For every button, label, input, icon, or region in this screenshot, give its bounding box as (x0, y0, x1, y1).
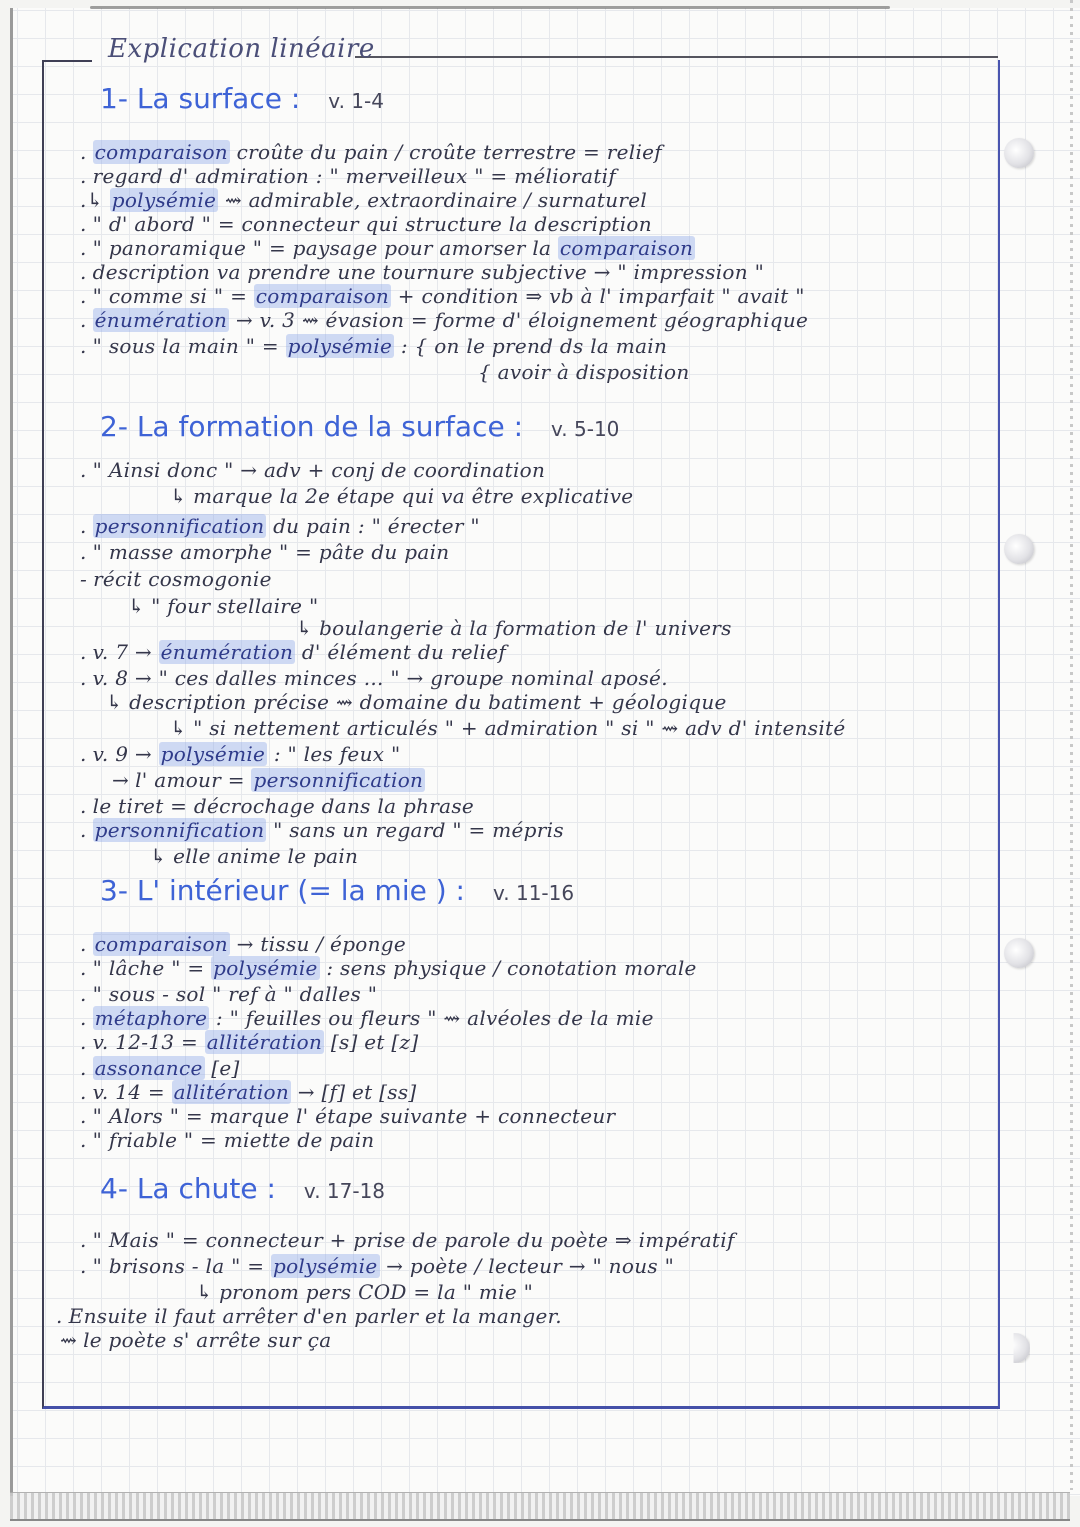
note-text: " comme si " = (92, 284, 254, 308)
note-line (80, 1080, 416, 1104)
bullet-marker: . (80, 1254, 87, 1278)
note-line (80, 236, 695, 260)
note-text: v. 9 → (92, 742, 159, 766)
note-line (80, 308, 808, 332)
note-text: du pain : " érecter " (266, 514, 480, 538)
note-text: v. 7 → (92, 640, 159, 664)
section-heading-text: 2- La formation de la surface : (100, 410, 524, 443)
frame-top-right-line (355, 56, 998, 58)
verse-range: v. 5-10 (551, 417, 620, 441)
note-text: : " feuilles ou fleurs " ⇝ alvéoles de la mie (209, 1006, 654, 1030)
bullet-marker: . (80, 458, 87, 482)
note-line (170, 716, 846, 740)
note-line (60, 1328, 331, 1352)
bullet-marker: . (80, 334, 87, 358)
bullet-marker: . (80, 982, 87, 1006)
note-text: : " les feux " (267, 742, 401, 766)
note-text: " Mais " = connecteur + prise de parole du poète ⇒ impératif (92, 1228, 735, 1252)
verse-range: v. 17-18 (303, 1179, 386, 1203)
page-top-edge (90, 6, 890, 9)
note-text: boulangerie à la formation de l' univers (319, 616, 732, 640)
bullet-marker: - (80, 567, 88, 591)
punch-hole (1004, 938, 1034, 968)
note-line (80, 260, 764, 284)
note-text: le poète s' arrête sur ça (83, 1328, 332, 1352)
note-text: → [f] et [ss] (291, 1080, 417, 1104)
note-line (80, 956, 697, 980)
note-line (80, 1056, 240, 1080)
note-text: " sans un regard " = mépris (266, 818, 564, 842)
bullet-marker: ↳ (296, 616, 314, 640)
note-text: v. 14 = (92, 1080, 172, 1104)
note-line (478, 360, 690, 384)
bullet-marker: . (80, 540, 87, 564)
note-text: → tissu / éponge (229, 932, 407, 956)
section-heading-text: 1- La surface : (100, 82, 301, 115)
bullet-marker: . (80, 1128, 87, 1152)
bullet-marker: . (80, 794, 87, 818)
bullet-marker: . (80, 284, 87, 308)
bullet-marker: . (80, 260, 87, 284)
note-text: v. 12-13 = (92, 1030, 205, 1054)
plastic-sleeve-edge (10, 1492, 1070, 1521)
note-line (80, 1104, 615, 1128)
note-line (80, 1228, 735, 1252)
note-text: d' élément du relief (295, 640, 507, 664)
highlighted-term: allitération (173, 1080, 290, 1104)
note-line (80, 794, 474, 818)
note-text: " lâche " = (92, 956, 212, 980)
note-line (80, 540, 449, 564)
note-text: " panoramique " = paysage pour amorser la (92, 236, 558, 260)
note-line (80, 1128, 374, 1152)
note-line (80, 1006, 654, 1030)
note-text: ⇝ admirable, extraordinaire / surnaturel (218, 188, 648, 212)
bullet-marker: . (80, 742, 87, 766)
note-text: → poète / lecteur → " nous " (379, 1254, 675, 1278)
highlighted-term: personnification (253, 768, 424, 792)
note-text: " Ainsi donc " → adv + conj de coordination (92, 458, 546, 482)
bullet-marker: . (80, 212, 87, 236)
bullet-marker: . (80, 666, 87, 690)
highlighted-term: polysémie (213, 956, 318, 980)
verse-range: v. 1-4 (328, 89, 384, 113)
note-text: " Alors " = marque l' étape suivante + connecteur (92, 1104, 616, 1128)
highlighted-term: polysémie (160, 742, 266, 766)
note-line (80, 212, 652, 236)
highlighted-term: allitération (206, 1030, 323, 1054)
note-line (80, 818, 564, 842)
punch-hole (1004, 534, 1034, 564)
highlighted-term: comparaison (559, 236, 694, 260)
note-text: marque la 2e étape qui va être explicative (193, 484, 634, 508)
note-line (196, 1280, 533, 1304)
bullet-marker: ↳ (170, 716, 188, 740)
note-text: " sous - sol " ref à " dalles " (92, 982, 378, 1006)
note-line (80, 1030, 418, 1054)
note-line (80, 982, 377, 1006)
section-heading-text: 3- L' intérieur (= la mie ) : (100, 874, 465, 907)
note-text: [s] et [z] (324, 1030, 419, 1054)
page-edge (1070, 0, 1073, 1490)
highlighted-term: polysémie (287, 334, 393, 358)
note-text: " masse amorphe " = pâte du pain (92, 540, 450, 564)
note-text: elle anime le pain (173, 844, 359, 868)
note-text: : { on le prend ds la main (394, 334, 668, 358)
bullet-marker: ↳ (150, 844, 168, 868)
note-line (80, 742, 401, 766)
highlighted-term: comparaison (255, 284, 390, 308)
section-heading-text: 4- La chute : (100, 1172, 276, 1205)
highlighted-term: personnification (94, 818, 265, 842)
note-text: : sens physique / conotation morale (319, 956, 697, 980)
note-text: " si nettement articulés " + admiration " si " ⇝ adv d' intensité (193, 716, 846, 740)
bullet-marker: . (80, 514, 87, 538)
bullet-marker: . (80, 640, 87, 664)
note-line (170, 484, 633, 508)
bullet-marker: .↳ (80, 188, 104, 212)
note-line (80, 458, 545, 482)
verse-range: v. 11-16 (492, 881, 575, 905)
bullet-marker: . (80, 1006, 87, 1030)
bullet-marker: . (80, 164, 87, 188)
note-text: croûte du pain / croûte terrestre = relief (229, 140, 662, 164)
bullet-marker: . (80, 1228, 87, 1252)
note-text: v. 8 → " ces dalles minces ... " → groupe nominal aposé. (92, 666, 668, 690)
section-heading (100, 410, 619, 443)
bullet-marker: . (80, 956, 87, 980)
note-line (128, 594, 318, 618)
note-text: → v. 3 ⇝ évasion = forme d' éloignement géographique (229, 308, 809, 332)
note-text: regard d' admiration : " merveilleux " = mélioratif (92, 164, 617, 188)
bullet-marker: . (80, 308, 87, 332)
note-text: le tiret = décrochage dans la phrase (92, 794, 475, 818)
note-line (296, 616, 732, 640)
page-title (108, 34, 375, 64)
note-line (80, 140, 662, 164)
highlighted-term: assonance (94, 1056, 203, 1080)
highlighted-term: énumération (160, 640, 294, 664)
note-line (80, 514, 480, 538)
page-title-text: Explication linéaire (108, 34, 375, 64)
note-text: + condition ⇒ vb à l' imparfait " avait " (391, 284, 805, 308)
highlighted-term: polysémie (111, 188, 217, 212)
note-text: " sous la main " = (92, 334, 286, 358)
note-line (80, 334, 667, 358)
highlighted-term: métaphore (94, 1006, 208, 1030)
highlighted-term: personnification (94, 514, 265, 538)
bullet-marker: . (80, 1030, 87, 1054)
highlighted-term: énumération (94, 308, 228, 332)
punch-hole (1004, 138, 1034, 168)
section-heading (100, 1172, 385, 1205)
note-text: récit cosmogonie (93, 567, 272, 591)
note-text: " d' abord " = connecteur qui structure la description (92, 212, 652, 236)
highlighted-term: polysémie (272, 1254, 378, 1278)
bullet-marker: . (80, 818, 87, 842)
note-line (112, 768, 425, 792)
bullet-marker: . (80, 1080, 87, 1104)
bullet-marker: . (80, 1104, 87, 1128)
highlighted-term: comparaison (94, 932, 228, 956)
note-text: " friable " = miette de pain (92, 1128, 375, 1152)
section-heading (100, 874, 574, 907)
bullet-marker: . (56, 1304, 63, 1328)
note-text: l' amour = (135, 768, 252, 792)
note-line (80, 640, 506, 664)
note-text: Ensuite il faut arrêter d'en parler et la manger. (68, 1304, 562, 1328)
note-text: description va prendre une tournure subjective → " impression " (92, 260, 765, 284)
note-line (80, 1254, 674, 1278)
note-line (80, 932, 406, 956)
note-line (80, 284, 805, 308)
note-line (80, 666, 668, 690)
note-text: pronom pers COD = la " mie " (219, 1280, 534, 1304)
bullet-marker: ↳ (196, 1280, 214, 1304)
note-line (106, 690, 727, 714)
note-text: { avoir à disposition (478, 360, 690, 384)
note-line (80, 188, 647, 212)
bullet-marker: . (80, 932, 87, 956)
note-line (80, 567, 272, 591)
note-line (150, 844, 358, 868)
bullet-marker: ⇝ (60, 1328, 78, 1352)
frame-top-left-line (42, 60, 92, 62)
bullet-marker: . (80, 236, 87, 260)
note-line (56, 1304, 562, 1328)
highlighted-term: comparaison (94, 140, 228, 164)
note-text: " brisons - la " = (92, 1254, 271, 1278)
bullet-marker: ↳ (128, 594, 146, 618)
bullet-marker: . (80, 140, 87, 164)
bullet-marker: ↳ (170, 484, 188, 508)
note-text: description précise ⇝ domaine du batiment + géologique (129, 690, 727, 714)
note-text: " four stellaire " (151, 594, 319, 618)
bullet-marker: ↳ (106, 690, 124, 714)
bullet-marker: . (80, 1056, 87, 1080)
bullet-marker: → (112, 768, 130, 792)
section-heading (100, 82, 384, 115)
note-text: [e] (204, 1056, 240, 1080)
note-line (80, 164, 616, 188)
